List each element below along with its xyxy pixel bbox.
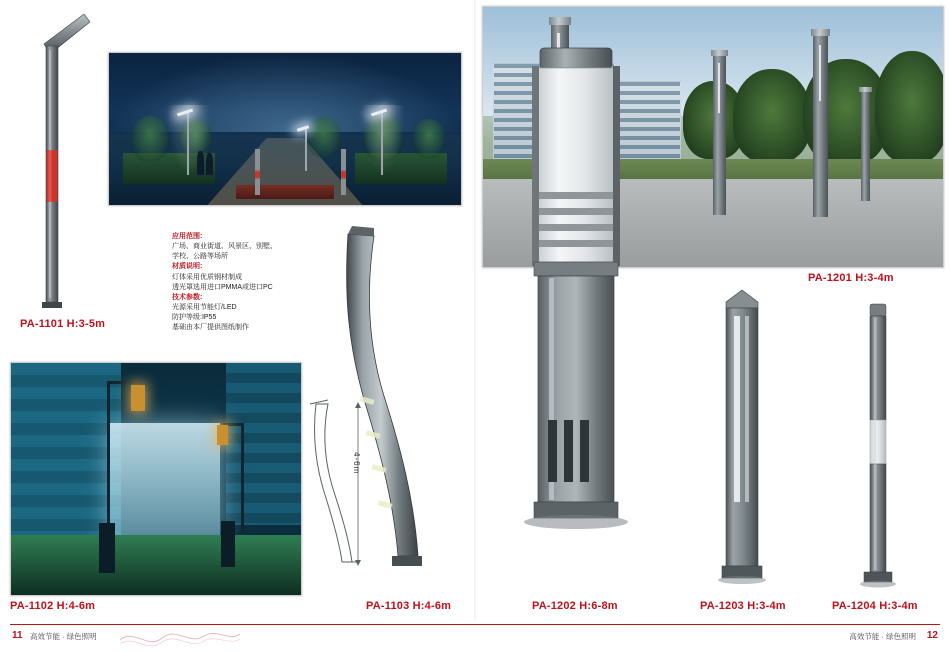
glass-lamp-head-1: [131, 385, 145, 411]
spec-scope-line-2: 学校、公路等场所: [172, 253, 228, 261]
pa-1203-svg: [712, 286, 772, 588]
glass-bollard-2: [221, 521, 235, 567]
product-label-pa-1101: PA-1101 H:3-5m: [20, 318, 106, 330]
pa-1101-svg: [28, 10, 98, 310]
day-pole-2-cap: [711, 50, 728, 56]
product-label-pa-1202: PA-1202 H:6-8m: [532, 600, 618, 612]
spec-tech-line-3: 基础由本厂提供图纸制作: [172, 324, 249, 332]
glass-wall-left: [11, 363, 121, 535]
footer-wave-ornament: [120, 626, 240, 648]
photo-glass-building: [10, 362, 302, 596]
night-tree-1: [130, 116, 170, 162]
night-tree-3: [306, 116, 342, 158]
spec-tech-title: 技术参数:: [172, 293, 203, 301]
night-lamp-beam-2: [361, 105, 405, 175]
day-pole-2-slot: [718, 63, 720, 113]
night-flowerbed: [236, 185, 335, 199]
day-pole-3-cap: [811, 29, 830, 36]
day-pole-4: [861, 91, 870, 201]
dimension-sketch-pa-1103: [304, 398, 364, 568]
spec-tech-line-2: 防护等级:IP55: [172, 314, 217, 322]
night-pedestrian-2: [206, 153, 213, 175]
glass-lamp-arm-1: [107, 381, 141, 384]
day-pole-4-cap: [859, 87, 872, 92]
spec-scope-title: 应用范围:: [172, 233, 203, 240]
footer-text-left: 高效节能 · 绿色照明: [30, 632, 97, 641]
product-drawing-pa-1204: [856, 300, 900, 592]
glass-bollard-1: [99, 523, 115, 573]
day-tree-2: [733, 69, 811, 163]
day-tree-4: [875, 51, 944, 163]
spec-material-line-1: 灯体采用优质钢材制成: [172, 273, 242, 281]
night-lamp-pole-2: [381, 113, 383, 175]
page-gutter: [474, 0, 476, 620]
dimension-sketch-svg: [304, 398, 364, 568]
glass-ground: [11, 535, 301, 595]
product-drawing-pa-1203: [712, 286, 772, 588]
spec-tech-line-1: 光源采用节能灯/LED: [172, 303, 237, 311]
glass-lamp-head-2: [217, 425, 228, 445]
night-lamp-pole-3: [305, 129, 307, 171]
page-number-right: 12: [926, 630, 938, 641]
spec-material-title: 材质说明:: [172, 263, 203, 271]
product-label-pa-1203: PA-1203 H:3-4m: [700, 600, 786, 612]
night-tree-5: [412, 119, 446, 159]
spec-scope-line-1: 广场、商业街道、风景区、别墅、: [172, 243, 277, 251]
product-label-pa-1103: PA-1103 H:4-6m: [366, 600, 452, 612]
page-number-left: 11: [12, 630, 23, 641]
night-pedestrian-1: [197, 151, 204, 175]
night-lamp-pole-1: [187, 113, 189, 175]
day-pole-3-slot: [819, 45, 821, 101]
product-label-pa-1204: PA-1204 H:3-4m: [832, 600, 918, 612]
photo-night-street: [108, 52, 462, 206]
spec-material-line-2: 透光罩选用进口PMMA或进口PC: [172, 283, 273, 291]
product-drawing-pa-1202: [512, 42, 642, 588]
product-drawing-pa-1101: [28, 10, 98, 310]
night-red-bollard-2: [341, 149, 346, 195]
night-red-bollard-1: [255, 149, 260, 195]
dimension-label-4-6m: 4-6m: [352, 452, 361, 475]
pa-1202-svg: [512, 42, 642, 588]
glass-illuminated-panel: [110, 423, 220, 539]
spec-text-block: [172, 232, 322, 333]
pa-1204-svg: [856, 300, 900, 592]
product-label-pa-1102: PA-1102 H:4-6m: [10, 600, 96, 612]
footer-divider: [10, 624, 940, 625]
glass-lamp-pole-2: [241, 423, 244, 533]
night-lamp-beam-1: [167, 105, 211, 175]
day-pole-1-cap: [549, 17, 571, 25]
glass-lamp-pole-1: [107, 381, 110, 531]
footer-text-right: 高效节能 · 绿色照明: [849, 632, 916, 641]
product-label-pa-1201: PA-1201 H:3-4m: [808, 272, 894, 284]
glass-wall-right: [226, 363, 301, 525]
